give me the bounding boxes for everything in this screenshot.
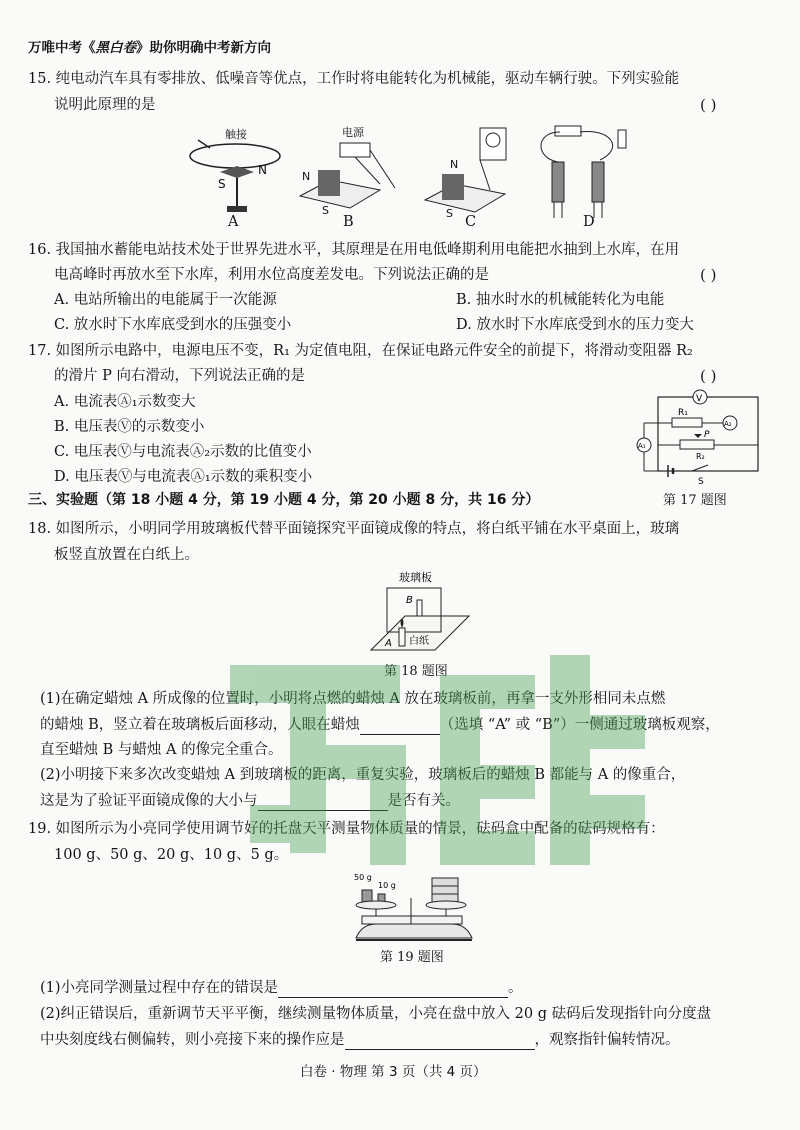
q18-part1-line1: (1)在确定蜡烛 A 所成像的位置时，小明将点燃的蜡烛 A 放在玻璃板前，再拿一支外形相同未点燃 xyxy=(40,691,666,707)
q19-number: 19. xyxy=(28,821,52,837)
q19-text-1: 如图所示为小亮同学使用调节好的托盘天平测量物体质量的情景，砝码盒中配备的砝码规格有： xyxy=(55,821,665,837)
q18-line2: 板竖直放置在白纸上。 xyxy=(54,547,199,563)
q15-number: 15. xyxy=(28,71,52,87)
header-suffix: 》助你明确中考新方向 xyxy=(136,40,271,56)
q19-weight-50-label: 50 g xyxy=(354,873,372,882)
q15-label-d: D xyxy=(583,214,595,230)
q15-line1 xyxy=(28,69,679,89)
q17-text-1: 如图所示电路中，电源电压不变，R₁ 为定值电阻，在保证电路元件安全的前提下，将滑动变阻器 R₂ xyxy=(55,343,693,359)
q17-answer-paren: ( ) xyxy=(700,367,717,385)
q18-part1-line3: 直至蜡烛 B 与蜡烛 A 的像完全重合。 xyxy=(40,742,283,758)
q18-part2-line2 xyxy=(40,791,460,811)
q18-figure-caption: 第 18 题图 xyxy=(384,664,448,679)
q18-part2-text-b: 是否有关。 xyxy=(387,793,460,809)
q16-number: 16. xyxy=(28,242,52,258)
q18-candle-a-label: A xyxy=(385,638,392,649)
q16-line2: 电高峰时再放水至下水库，利用水位高度差发电。下列说法正确的是 xyxy=(54,267,489,283)
q15-line2: 说明此原理的是 xyxy=(54,97,156,113)
q16-answer-paren: ( ) xyxy=(700,266,717,284)
q15-text-1: 纯电动汽车具有零排放、低噪音等优点，工作时将电能转化为机械能，驱动车辆行驶。下列实验能 xyxy=(55,71,680,87)
q15-figure-a xyxy=(190,127,280,212)
q17-option-d: D. 电压表Ⓥ与电流表Ⓐ₁示数的乘积变小 xyxy=(54,469,313,485)
q18-figure xyxy=(365,570,475,660)
header-prefix: 万唯中考《 xyxy=(28,40,96,56)
q15-label-a: A xyxy=(228,214,239,230)
q17-ammeter2-label: A₂ xyxy=(724,420,732,428)
q18-part1-line2 xyxy=(40,715,720,735)
q17-ammeter1-label: A₁ xyxy=(638,442,646,450)
q19-weight-10-label: 10 g xyxy=(378,881,396,890)
q16-option-d: D. 放水时下水库底受到水的压力变大 xyxy=(456,317,694,333)
q16-option-c: C. 放水时下水库底受到水的压强变小 xyxy=(54,317,292,333)
page-footer: 白卷 · 物理 第 3 页（共 4 页） xyxy=(300,1064,487,1080)
q18-part2-line1: (2)小明接下来多次改变蜡烛 A 到玻璃板的距离，重复实验，玻璃板后的蜡烛 B 都能与 A 的像重合， xyxy=(40,767,686,783)
q15-figure-d xyxy=(541,126,626,218)
q19-answer-blank-2[interactable] xyxy=(345,1034,535,1050)
q15-fig-a-touch: 触接 xyxy=(225,128,247,141)
q19-part2-text-b: ，观察指针偏转情况。 xyxy=(534,1032,680,1048)
q19-balance-figure xyxy=(352,868,482,948)
q17-r1-label: R₁ xyxy=(678,408,688,418)
q19-line1 xyxy=(28,819,665,839)
q16-option-b: B. 抽水时水的机械能转化为电能 xyxy=(456,292,665,308)
q15-label-b: B xyxy=(343,214,354,230)
q17-number: 17. xyxy=(28,343,52,359)
q18-answer-blank-2[interactable] xyxy=(258,795,388,811)
q19-figure-caption: 第 19 题图 xyxy=(380,950,444,965)
q15-fig-c-n: N xyxy=(450,158,459,171)
header-brand: 黑白卷 xyxy=(95,40,136,56)
q15-fig-b-s: S xyxy=(322,204,329,217)
q17-line1 xyxy=(28,341,693,361)
q19-answer-blank-1[interactable] xyxy=(278,982,508,998)
q15-figure-b xyxy=(300,125,395,217)
q18-part1-text-b: （选填 “A” 或 “B”）一侧通过玻璃板观察， xyxy=(439,717,720,733)
q18-number: 18. xyxy=(28,521,52,537)
q16-line1 xyxy=(28,240,679,260)
q15-fig-b-n: N xyxy=(302,170,311,183)
q19-part1 xyxy=(40,978,523,998)
q15-fig-c-s: S xyxy=(446,207,453,220)
q17-voltmeter-label: V xyxy=(696,394,703,404)
section-3-title: 三、实验题（第 18 小题 4 分，第 19 小题 4 分，第 20 小题 8 分，共 16 分） xyxy=(28,492,540,508)
q17-slider-label: P xyxy=(704,430,710,440)
q18-part2-text-a: 这是为了验证平面镜成像的大小与 xyxy=(40,793,258,809)
page-header xyxy=(28,38,271,58)
q15-fig-b-power: 电源 xyxy=(342,126,364,139)
q16-option-a: A. 电站所输出的电能属于一次能源 xyxy=(54,292,277,308)
q15-fig-a-s: S xyxy=(218,177,226,191)
q15-figure-c xyxy=(425,128,506,220)
q19-part1-text-b: 。 xyxy=(508,980,523,996)
q17-option-b: B. 电压表Ⓥ的示数变小 xyxy=(54,419,205,435)
q15-label-c: C xyxy=(465,214,477,230)
q19-part1-text-a: (1)小亮同学测量过程中存在的错误是 xyxy=(40,980,279,996)
q19-part2-text-a: 中央刻度线右侧偏转，则小亮接下来的操作应是 xyxy=(40,1032,345,1048)
q18-text-1: 如图所示，小明同学用玻璃板代替平面镜探究平面镜成像的特点，将白纸平铺在水平桌面上，玻璃 xyxy=(55,521,680,537)
q17-r2-label: R₂ xyxy=(696,452,705,461)
q19-part2-line1: (2)纠正错误后，重新调节天平平衡，继续测量物体质量，小亮在盘中放入 20 g 砝码后发现指针向分度盘 xyxy=(40,1006,712,1022)
q19-part2-line2 xyxy=(40,1030,680,1050)
q18-line1 xyxy=(28,519,679,539)
q17-line2: 的滑片 P 向右滑动，下列说法正确的是 xyxy=(54,368,305,384)
q19-line2: 100 g、50 g、20 g、10 g、5 g。 xyxy=(54,847,289,863)
q18-paper-label: 白纸 xyxy=(409,636,429,647)
q17-circuit-diagram xyxy=(630,385,765,485)
q18-part1-text-a: 的蜡烛 B，竖立着在玻璃板后面移动，人眼在蜡烛 xyxy=(40,717,360,733)
q18-answer-blank-1[interactable] xyxy=(360,719,440,735)
q15-fig-a-n: N xyxy=(258,163,267,177)
q17-switch-label: S xyxy=(698,477,704,485)
q16-text-1: 我国抽水蓄能电站技术处于世界先进水平，其原理是在用电低峰期利用电能把水抽到上水库，在用 xyxy=(55,242,680,258)
q17-figure-caption: 第 17 题图 xyxy=(663,493,727,508)
q17-option-a: A. 电流表Ⓐ₁示数变大 xyxy=(54,394,196,410)
q18-candle-b-label: B xyxy=(406,595,413,606)
q17-option-c: C. 电压表Ⓥ与电流表Ⓐ₂示数的比值变小 xyxy=(54,444,312,460)
q15-figures xyxy=(180,118,630,230)
q18-glass-label: 玻璃板 xyxy=(399,571,432,584)
q15-answer-paren: ( ) xyxy=(700,96,717,114)
